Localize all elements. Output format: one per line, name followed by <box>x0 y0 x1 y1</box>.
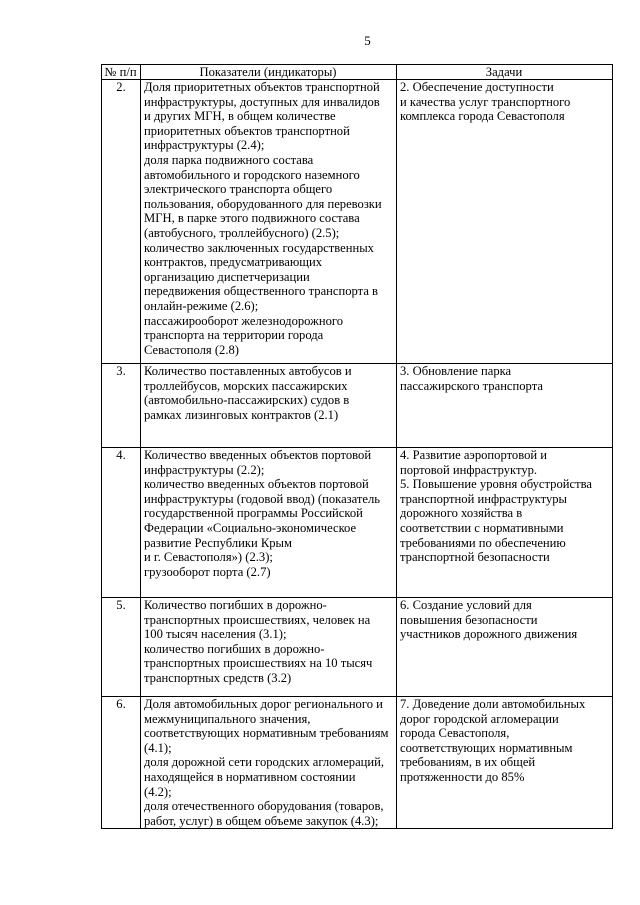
text-line: инфраструктуры (годовой ввод) (показатель <box>144 491 381 506</box>
header-tasks: Задачи <box>397 65 613 80</box>
table-row <box>102 598 613 697</box>
text-line: портовой инфраструктур. <box>400 462 538 477</box>
table-row <box>102 80 613 364</box>
text-line: доля отечественного оборудования (товаров, <box>144 799 384 814</box>
text-line: Доля приоритетных объектов транспортной <box>144 80 380 94</box>
text-line: грузооборот порта (2.7) <box>144 564 271 579</box>
row-number: 2. <box>102 80 141 364</box>
indicators-cell <box>141 80 397 364</box>
tasks-cell <box>397 364 613 448</box>
text-line: пассажирского транспорта <box>400 378 543 393</box>
text-line: приоритетных объектов транспортной <box>144 123 350 138</box>
indicators-cell <box>141 697 397 829</box>
text-line: требованиям, в их общей <box>400 755 536 770</box>
row-number: 4. <box>102 448 141 598</box>
text-line: Количество введенных объектов портовой <box>144 448 372 462</box>
row-number: 5. <box>102 598 141 697</box>
text-line: и г. Севастополя») (2.3); <box>144 550 273 565</box>
text-line: доля дорожной сети городских агломераций, <box>144 755 385 770</box>
text-line: государственной программы Российской <box>144 506 363 521</box>
text-line: количество заключенных государственных <box>144 240 374 255</box>
tasks-cell <box>397 697 613 829</box>
text-line: организацию диспетчеризации <box>144 269 310 284</box>
text-line: количество погибших в дорожно- <box>144 641 325 656</box>
text-line: Количество поставленных автобусов и <box>144 364 352 378</box>
text-line: онлайн-режиме (2.6); <box>144 298 259 313</box>
header-num: № п/п <box>102 65 141 80</box>
text-line: 5. Повышение уровня обустройства <box>400 477 592 492</box>
text-line: требованиями по обеспечению <box>400 535 566 550</box>
text-line: работ, услуг) в общем объеме закупок (4.3); <box>144 813 379 828</box>
indicators-cell <box>141 598 397 697</box>
page-number: 5 <box>364 33 371 48</box>
text-line: (4.2); <box>144 784 172 799</box>
text-line: пользования, оборудованного для перевозки <box>144 196 382 211</box>
text-line: Федерации «Социально-экономическое <box>144 520 357 535</box>
text-line: соответствии с нормативными <box>400 520 564 535</box>
text-line: Количество погибших в дорожно- <box>144 598 327 612</box>
text-line: транспорта на территории города <box>144 328 324 343</box>
text-line: 7. Доведение доли автомобильных <box>400 697 586 711</box>
row-number: 6. <box>102 697 141 829</box>
table-row <box>102 448 613 598</box>
text-line: пассажирооборот железнодорожного <box>144 313 344 328</box>
text-line: доля парка подвижного состава <box>144 152 314 167</box>
text-line: соответствующих нормативным <box>400 740 573 755</box>
text-line: контрактов, предусматривающих <box>144 255 322 270</box>
text-line: 4. Развитие аэропортовой и <box>400 448 548 462</box>
table-row <box>102 364 613 448</box>
text-line: дорог городской агломерации <box>400 711 559 726</box>
text-line: протяженности до 85% <box>400 769 525 784</box>
table-row <box>102 697 613 829</box>
text-line: 6. Создание условий для <box>400 598 532 612</box>
indicators-cell <box>141 448 397 598</box>
table-header-row <box>102 65 613 80</box>
text-line: передвижения общественного транспорта в <box>144 284 379 299</box>
text-line: 2. Обеспечение доступности <box>400 80 554 94</box>
text-line: соответствующих нормативным требованиям <box>144 726 389 741</box>
text-line: участников дорожного движения <box>400 627 578 642</box>
text-line: электрического транспорта общего <box>144 182 333 197</box>
text-line: инфраструктуры (2.2); <box>144 462 265 477</box>
text-line: Доля автомобильных дорог регионального и <box>144 697 383 711</box>
text-line: транспортных средств (3.2) <box>144 670 292 685</box>
text-line: межмуниципального значения, <box>144 711 311 726</box>
text-line: транспортной инфраструктуры <box>400 491 568 506</box>
text-line: транспортных происшествиях, человек на <box>144 612 371 627</box>
tasks-cell <box>397 448 613 598</box>
tasks-cell <box>397 80 613 364</box>
text-line: города Севастополя, <box>400 726 510 741</box>
text-line: Севастополя (2.8) <box>144 342 239 357</box>
row-number: 3. <box>102 364 141 448</box>
text-line: (автомобильно-пассажирских) судов в <box>144 393 350 408</box>
text-line: МГН, в парке этого подвижного состава <box>144 211 360 226</box>
text-line: и других МГН, в общем количестве <box>144 109 336 124</box>
text-line: рамках лизинговых контрактов (2.1) <box>144 407 339 422</box>
text-line: находящейся в нормативном состоянии <box>144 769 356 784</box>
text-line: 3. Обновление парка <box>400 364 512 378</box>
text-line: 100 тысяч населения (3.1); <box>144 627 287 642</box>
text-line: автомобильного и городского наземного <box>144 167 360 182</box>
text-line: инфраструктуры (2.4); <box>144 138 265 153</box>
text-line: количество введенных объектов портовой <box>144 477 369 492</box>
text-line: и качества услуг транспортного <box>400 94 571 109</box>
indicators-table <box>101 64 613 829</box>
text-line: повышения безопасности <box>400 612 538 627</box>
text-line: развитие Республики Крым <box>144 535 292 550</box>
text-line: (4.1); <box>144 740 172 755</box>
tasks-cell <box>397 598 613 697</box>
text-line: инфраструктуры, доступных для инвалидов <box>144 94 380 109</box>
indicators-cell <box>141 364 397 448</box>
text-line: транспортных происшествиях на 10 тысяч <box>144 656 373 671</box>
text-line: троллейбусов, морских пассажирских <box>144 378 348 393</box>
text-line: (автобусного, троллейбусного) (2.5); <box>144 225 340 240</box>
header-indicators: Показатели (индикаторы) <box>141 65 397 80</box>
text-line: транспортной безопасности <box>400 550 550 565</box>
text-line: дорожного хозяйства в <box>400 506 523 521</box>
text-line: комплекса города Севастополя <box>400 109 565 124</box>
